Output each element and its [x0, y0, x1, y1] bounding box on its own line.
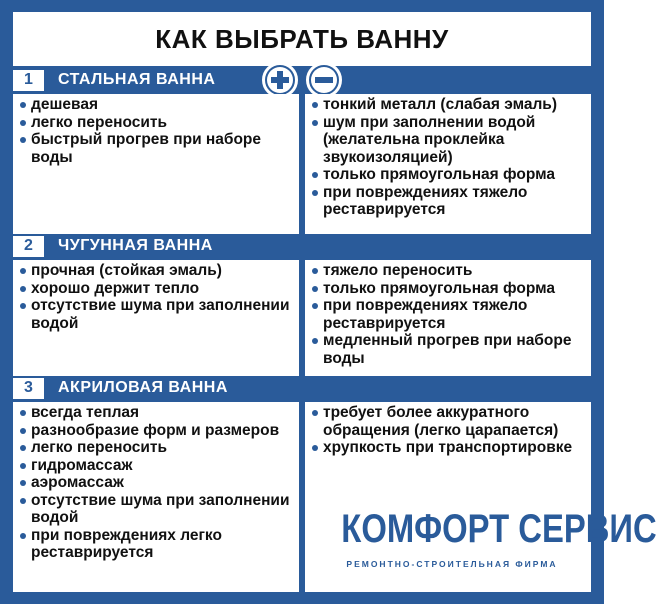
- section-number: 2: [13, 236, 44, 257]
- section-number: 3: [13, 378, 44, 399]
- list-item: хорошо держит тепло: [19, 280, 295, 298]
- list-item: аэромассаж: [19, 474, 295, 492]
- logo-tagline: РЕМОНТНО-СТРОИТЕЛЬНАЯ ФИРМА: [346, 559, 558, 569]
- list-item: отсутствие шума при заполнении водой: [19, 297, 295, 332]
- list-item: требует более аккуратного обращения (легко царапается): [311, 404, 587, 439]
- logo-name: КОМФОРТ СЕРВИС: [341, 507, 657, 551]
- list-item: гидромассаж: [19, 457, 295, 475]
- list-item: легко переносить: [19, 439, 295, 457]
- section-3-header: [13, 376, 591, 400]
- list-item: только прямоугольная форма: [311, 166, 587, 184]
- section-1-pros: [13, 94, 299, 234]
- section-3-pros: [13, 402, 299, 592]
- list-item: при повреждениях тяжело реставрируется: [311, 184, 587, 219]
- company-logo: [317, 505, 657, 585]
- section-1-cons: [305, 94, 591, 234]
- section-1-header: [13, 68, 591, 92]
- section-title: АКРИЛОВАЯ ВАННА: [58, 379, 228, 396]
- list-item: прочная (стойкая эмаль): [19, 262, 295, 280]
- list-item: при повреждениях легко реставрируется: [19, 527, 295, 562]
- list-item: всегда теплая: [19, 404, 295, 422]
- list-item: быстрый прогрев при наборе воды: [19, 131, 295, 166]
- section-2-cons: [305, 260, 591, 376]
- section-2-pros: [13, 260, 299, 376]
- section-title: ЧУГУННАЯ ВАННА: [58, 237, 213, 254]
- section-number: 1: [13, 70, 44, 91]
- section-2-header: [13, 234, 591, 258]
- list-item: тонкий металл (слабая эмаль): [311, 96, 587, 114]
- list-item: отсутствие шума при заполнении водой: [19, 492, 295, 527]
- list-item: шум при заполнении водой (желательна проклейка звукоизоляцией): [311, 114, 587, 167]
- list-item: только прямоугольная форма: [311, 280, 587, 298]
- list-item: легко переносить: [19, 114, 295, 132]
- list-item: разнообразие форм и размеров: [19, 422, 295, 440]
- list-item: при повреждениях тяжело реставрируется: [311, 297, 587, 332]
- list-item: тяжело переносить: [311, 262, 587, 280]
- list-item: хрупкость при транспортировке: [311, 439, 587, 457]
- section-title: СТАЛЬНАЯ ВАННА: [58, 71, 216, 88]
- title-box: [13, 12, 591, 66]
- section-3-cons: [305, 402, 657, 592]
- page-title: КАК ВЫБРАТЬ ВАННУ: [155, 23, 449, 54]
- list-item: медленный прогрев при наборе воды: [311, 332, 587, 367]
- list-item: дешевая: [19, 96, 295, 114]
